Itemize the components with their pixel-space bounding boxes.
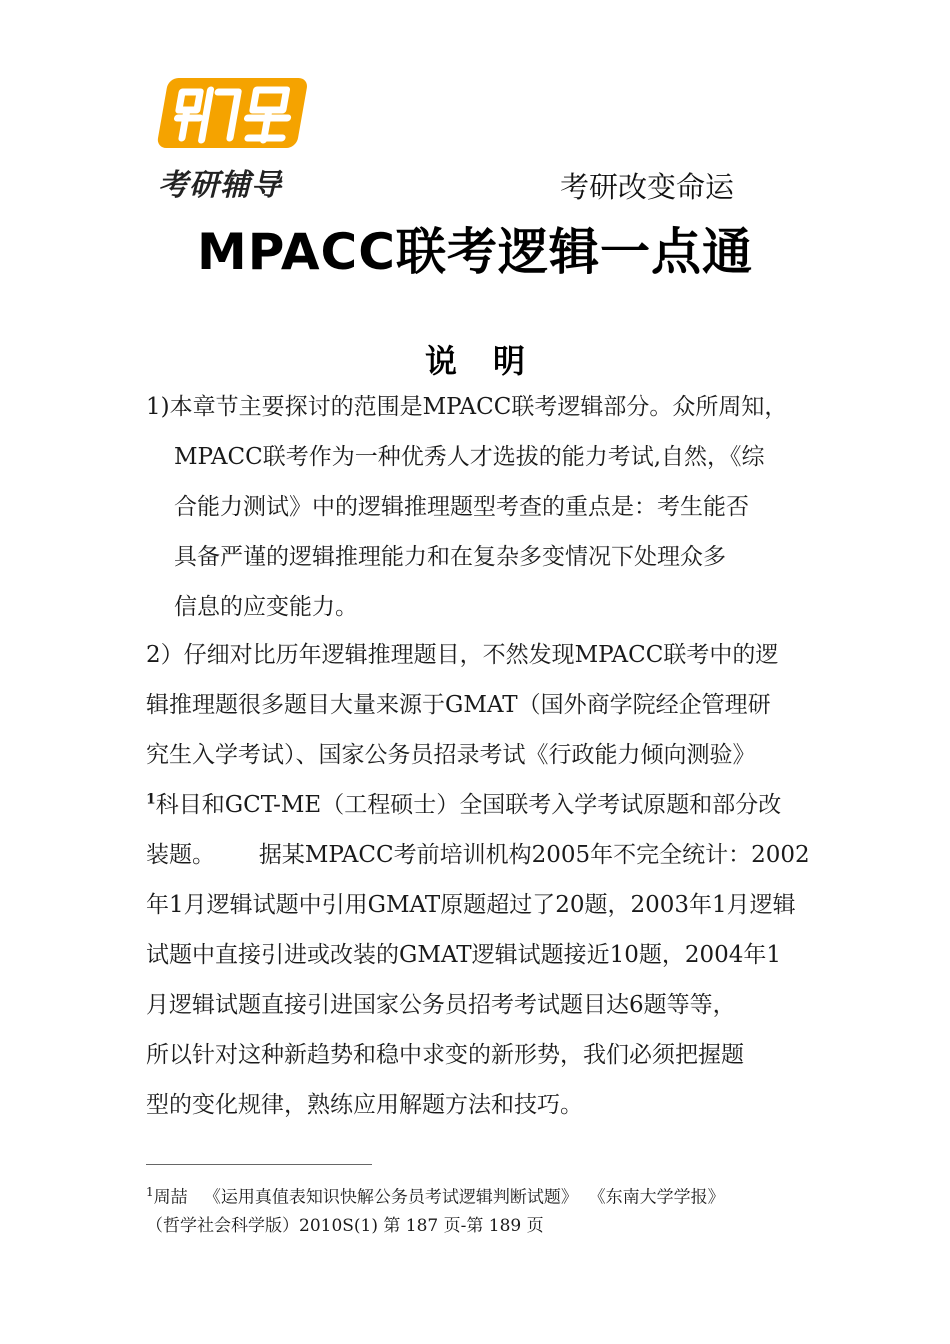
footnote-divider	[146, 1164, 372, 1165]
paragraph-2-line: 年1月逻辑试题中引用GMAT原题超过了20题，2003年1月逻辑	[146, 892, 796, 918]
paragraph-1-line: 具备严谨的逻辑推理能力和在复杂多变情况下处理众多	[174, 544, 726, 570]
paragraph-2-line: 月逻辑试题直接引进国家公务员招考考试题目达6题等等，	[146, 992, 736, 1018]
footnote-text-1: 周喆 《运用真值表知识快解公务员考试逻辑判断试题》 《东南大学学报》	[153, 1187, 725, 1208]
brand-logo	[150, 70, 320, 203]
footnote-line-1	[146, 1178, 810, 1212]
paragraph-2-line-text: 科目和GCT-ME（工程硕士）全国联考入学考试原题和部分改	[155, 792, 782, 818]
paragraph-1	[146, 382, 810, 632]
paragraph-2-line: 辑推理题很多题目大量来源于GMAT（国外商学院经企管理研	[146, 692, 771, 718]
footnote-line-2: （哲学社会科学版）2010S(1) 第 187 页-第 189 页	[146, 1215, 544, 1236]
document-title: MPACC联考逻辑一点通	[197, 223, 753, 281]
paragraph-1-line: 1)本章节主要探讨的范围是MPACC联考逻辑部分。众所周知，	[146, 394, 788, 420]
footnote-number: 1	[146, 1185, 154, 1199]
paragraph-1-line: 信息的应变能力。	[174, 594, 358, 620]
paragraph-1-line: 合能力测试》中的逻辑推理题型考查的重点是：考生能否	[174, 494, 749, 520]
paragraph-2-line: 究生入学考试）、国家公务员招录考试《行政能力倾向测验》	[146, 742, 756, 768]
slogan: 考研改变命运	[560, 170, 735, 204]
logo-caption: 考研辅导	[158, 168, 282, 203]
paragraph-2-line: 2）仔细对比历年逻辑推理题目，不然发现MPACC联考中的逻	[146, 642, 779, 668]
paragraph-1-line: MPACC联考作为一种优秀人才选拔的能力考试,自然，《综	[174, 444, 765, 470]
footnote-marker[interactable]: 1	[146, 791, 156, 808]
logo-wordmark-icon	[150, 70, 310, 156]
paragraph-2-line: 装题。 据某MPACC考前培训机构2005年不完全统计：2002	[146, 842, 810, 868]
paragraph-2-line: 试题中直接引进或改装的GMAT逻辑试题接近10题，2004年1	[146, 942, 782, 968]
paragraph-2	[146, 630, 810, 1130]
footnote	[146, 1178, 810, 1240]
paragraph-2-line: 型的变化规律，熟练应用解题方法和技巧。	[146, 1092, 583, 1118]
paragraph-2-line: 所以针对这种新趋势和稳中求变的新形势，我们必须把握题	[146, 1042, 744, 1068]
paragraph-2-line-with-footnote	[146, 780, 810, 830]
logo-wordmark-shape	[150, 70, 310, 156]
section-title: 说明	[424, 342, 561, 380]
